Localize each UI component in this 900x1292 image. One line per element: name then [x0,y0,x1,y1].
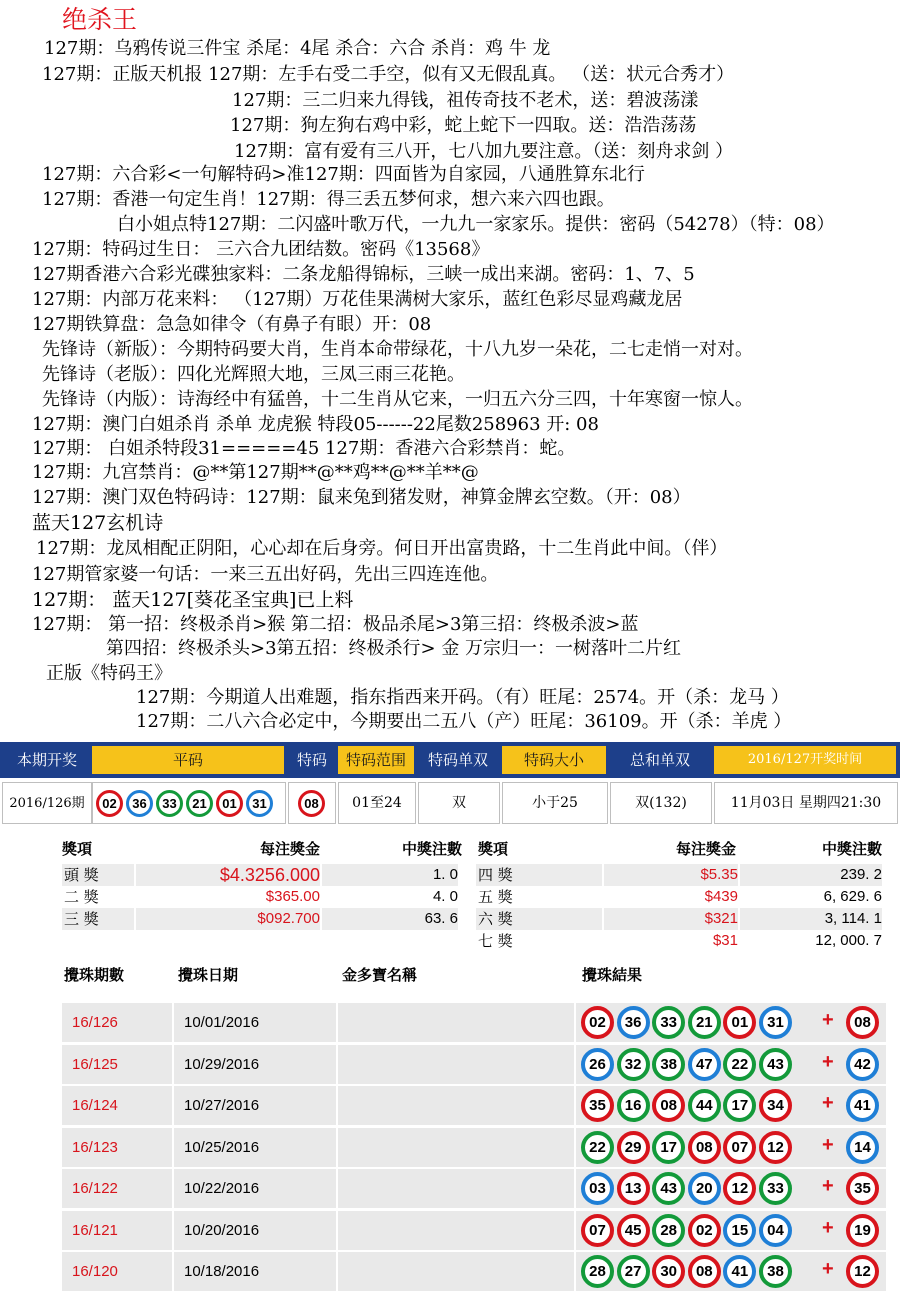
column-divider [574,1128,576,1167]
draw-value-cell [418,782,500,824]
draw-header-cell: 特码单双 [418,746,498,774]
prize-name: 四 獎 [476,864,602,886]
lottery-ball: 08 [688,1131,721,1164]
lottery-ball: 41 [846,1089,879,1122]
draw-value-cell [2,782,92,824]
text-line: 127期：六合彩<一句解特码>准127期：四面皆为自家园，八通胜算东北行 [42,164,645,185]
lottery-ball: 47 [688,1048,721,1081]
text-line: 127期：龙凤相配正阴阳，心心却在后身旁。何日开出富贵路，十二生肖此中间。（伴） [36,538,728,559]
prize-cell: 每注獎金 [259,840,320,858]
history-period: 16/122 [72,1180,118,1197]
lottery-ball: 12 [759,1131,792,1164]
lottery-ball: 38 [652,1048,685,1081]
history-period: 16/121 [72,1221,118,1239]
lottery-ball: 27 [617,1255,650,1288]
prize-cell: 63. 6 [322,908,458,930]
lottery-ball: 17 [652,1131,685,1164]
history-date: 10/25/2016 [184,1138,260,1156]
text-line: 127期：今期道人出难题，指东指西来开码。（有）旺尾：2574。开（杀：龙马 ） [136,687,789,708]
column-divider [336,1169,338,1208]
plus-sign: + [822,1216,834,1239]
draw-value-text: 双(132) [635,795,687,811]
lottery-ball: 44 [688,1089,721,1122]
prize-cell: 每注獎金 [675,840,736,858]
draw-header-cell: 平码 [92,746,284,774]
lottery-ball: 26 [581,1048,614,1081]
lottery-ball: 36 [617,1006,650,1039]
column-divider [172,1169,174,1208]
lottery-ball: 35 [581,1089,614,1122]
prize-cell: 6, 629. 6 [823,888,882,905]
draw-header-cell: 特码 [288,746,336,774]
lottery-ball: 45 [617,1214,650,1247]
plus-sign: + [822,1092,834,1114]
lottery-ball: 13 [617,1172,650,1205]
prize-cell: $365.00 [265,888,320,905]
lottery-ball: 21 [186,790,213,817]
lottery-ball: 01 [723,1006,756,1039]
draw-header-cell: 特码大小 [502,746,606,774]
lottery-ball: 34 [759,1089,792,1122]
history-date: 10/01/2016 [184,1014,260,1031]
column-divider [574,1086,576,1125]
text-line: 127期：狗左狗右鸡中彩，蛇上蛇下一四取。送：浩浩荡荡 [230,115,697,136]
prize-cell: $31 [712,932,738,949]
lottery-ball: 08 [846,1006,879,1039]
draw-value-text: 双 [452,795,466,811]
text-line: 127期： 蓝天127[葵花圣宝典]已上料 [32,589,354,611]
column-divider [574,1003,576,1042]
column-divider [336,1252,338,1291]
lottery-ball: 33 [156,790,183,817]
lottery-ball: 07 [581,1214,614,1247]
lottery-ball: 31 [759,1006,792,1039]
plus-sign: + [822,1133,834,1156]
lottery-ball: 28 [652,1214,685,1247]
draw-value-text: 01至24 [352,795,402,811]
draw-value-cell [502,782,608,824]
text-line: 127期：澳门双色特码诗：127期：鼠来兔到猪发财，神算金牌玄空数。（开：08） [32,487,691,508]
history-header: 攪珠結果 [582,966,643,984]
prize-cell: 12, 000. 7 [815,932,882,949]
lottery-ball: 28 [581,1255,614,1288]
text-line: 127期香港六合彩光碟独家料：二条龙船得锦标，三峡一成出来湖。密码：1、7、5 [32,264,695,285]
lottery-ball: 22 [581,1131,614,1164]
plus-sign: + [822,1175,834,1197]
prize-name: 七 獎 [478,932,513,950]
prize-cell: 3, 114. 1 [740,908,882,930]
prize-cell: 中獎注數 [401,840,462,858]
lottery-ball: 08 [688,1255,721,1288]
history-period: 16/125 [72,1055,118,1073]
prize-cell: 獎項 [478,840,509,858]
text-line: 先锋诗（内版）：诗海经中有猛兽，十二生肖从它来，一归五六分三四，十年寒窗一惊人。 [42,389,753,410]
history-date: 10/20/2016 [184,1221,260,1239]
lottery-ball: 19 [846,1214,879,1247]
lottery-ball: 31 [246,790,273,817]
text-line: 127期： 白姐杀特段31=====45 127期：香港六合彩禁肖：蛇。 [32,438,576,459]
history-header: 攪珠日期 [178,966,239,984]
text-line: 127期：澳门白姐杀肖 杀单 龙虎猴 特段05------22尾数258963 开: 08 [32,414,599,435]
text-line: 127期：二八六合必定中，今期要出二五八（产）旺尾：36109。开（杀：羊虎 ） [136,711,792,732]
lottery-ball: 12 [846,1255,879,1288]
lottery-ball: 42 [846,1048,879,1081]
lottery-ball: 36 [126,790,153,817]
text-line: 127期：乌鸦传说三件宝 杀尾：4尾 杀合：六合 杀肖：鸡 牛 龙 [44,38,551,59]
lottery-ball: 07 [723,1131,756,1164]
lottery-ball: 29 [617,1131,650,1164]
text-line: 先锋诗（老版）：四化光辉照大地，三凤三雨三花艳。 [42,364,465,385]
prize-cell: $439 [704,888,738,905]
lottery-ball: 33 [759,1172,792,1205]
column-divider [574,1252,576,1291]
prize-cell: $5.35 [604,864,738,886]
column-divider [172,1086,174,1125]
history-period: 16/124 [72,1097,118,1114]
text-line: 127期：富有爱有三八开，七八加九要注意。（送：刻舟求剑 ） [234,141,734,162]
history-period: 16/126 [72,1014,118,1031]
column-divider [336,1086,338,1125]
history-header: 金多寶名稱 [342,966,418,984]
lottery-ball: 30 [652,1255,685,1288]
draw-value-text: 小于25 [532,795,578,811]
column-divider [172,1211,174,1250]
prize-name: 六 獎 [476,908,602,930]
lottery-ball: 22 [723,1048,756,1081]
text-line: 白小姐点特127期：二闪盛叶歌万代，一九九一家家乐。提供：密码（54278）（特：08） [117,214,835,235]
lottery-ball: 08 [652,1089,685,1122]
lottery-ball: 17 [723,1089,756,1122]
lottery-ball: 02 [688,1214,721,1247]
prize-name: 頭 獎 [62,864,134,886]
lottery-ball: 15 [723,1214,756,1247]
history-date: 10/27/2016 [184,1097,260,1114]
lottery-ball: 32 [617,1048,650,1081]
lottery-ball: 33 [652,1006,685,1039]
draw-header-cell: 2016/127开奖时间 [714,746,896,774]
plus-sign: + [822,1009,834,1031]
column-divider [336,1045,338,1084]
lottery-ball: 20 [688,1172,721,1205]
plus-sign: + [822,1050,834,1073]
history-date: 10/22/2016 [184,1180,260,1197]
history-period: 16/123 [72,1138,118,1156]
plus-sign: + [822,1258,834,1280]
text-line: 127期：九宫禁肖：@**第127期**@**鸡**@**羊**@ [32,462,479,483]
draw-value-cell [610,782,712,824]
prize-cell: 1. 0 [322,864,458,886]
column-divider [336,1211,338,1250]
prize-cell: 獎項 [62,840,93,858]
lottery-ball: 02 [581,1006,614,1039]
prize-cell: 4. 0 [432,888,458,905]
text-line: 127期： 第一招：终极杀肖>猴 第二招：极品杀尾>3第三招：终极杀波>蓝 [32,614,639,635]
lottery-ball: 41 [723,1255,756,1288]
text-line: 127期：内部万花来料： （127期）万花佳果满树大家乐，蓝红色彩尽显鸡藏龙居 [32,289,683,310]
lottery-ball: 12 [723,1172,756,1205]
history-header: 攪珠期數 [64,966,125,984]
column-divider [336,1003,338,1042]
text-line: 127期铁算盘：急急如律令（有鼻子有眼）开：08 [32,314,432,335]
column-divider [574,1211,576,1250]
column-divider [172,1003,174,1042]
prize-cell: 中獎注數 [821,840,882,858]
column-divider [574,1045,576,1084]
lottery-ball: 21 [688,1006,721,1039]
draw-header-cell: 特码范围 [338,746,414,774]
text-line: 127期：正版天机报 127期：左手右受二手空，似有又无假乱真。 （送：状元合秀才） [42,64,735,85]
prize-name: 五 獎 [478,888,513,906]
lottery-ball: 08 [298,790,325,817]
lottery-ball: 03 [581,1172,614,1205]
prize-name: 三 獎 [62,908,134,930]
history-date: 10/29/2016 [184,1055,260,1073]
lottery-ball: 02 [96,790,123,817]
text-line: 正版《特码王》 [46,663,172,684]
page-title: 绝杀王 [62,5,138,34]
prize-name: 二 獎 [64,888,99,906]
draw-value-text: 2016/126期 [9,796,85,811]
prize-cell: 239. 2 [740,864,882,886]
lottery-ball: 43 [652,1172,685,1205]
text-line: 第四招：终极杀头>3第五招：终极杀行> 金 万宗归一：一树落叶二片红 [106,638,682,659]
draw-value-cell [714,782,898,824]
text-line: 127期：三二归来九得钱，祖传奇技不老术，送：碧波荡漾 [232,90,699,111]
text-line: 127期：特码过生日： 三六合九团结数。密码《13568》 [32,239,490,260]
draw-value-text: 11月03日 星期四21:30 [730,795,882,811]
text-line: 127期管家婆一句话：一来三五出好码，先出三四连连他。 [32,564,499,585]
draw-header-cell: 本期开奖 [6,746,88,774]
prize-cell: $4.3256.000 [136,864,320,886]
column-divider [172,1045,174,1084]
column-divider [172,1128,174,1167]
lottery-ball: 16 [617,1089,650,1122]
prize-cell: $321 [604,908,738,930]
draw-header-cell: 总和单双 [610,746,710,774]
column-divider [172,1252,174,1291]
column-divider [574,1169,576,1208]
lottery-ball: 38 [759,1255,792,1288]
lottery-ball: 43 [759,1048,792,1081]
column-divider [336,1128,338,1167]
lottery-ball: 01 [216,790,243,817]
text-line: 先锋诗（新版）：今期特码要大肖，生肖本命带绿花，十八九岁一朵花，二七走悄一对对。 [42,339,753,360]
text-line: 127期：香港一句定生肖！127期：得三丢五梦何求，想六来六四也跟。 [42,189,615,210]
draw-value-cell [338,782,416,824]
lottery-ball: 04 [759,1214,792,1247]
history-date: 10/18/2016 [184,1263,260,1280]
lottery-ball: 35 [846,1172,879,1205]
text-line: 蓝天127玄机诗 [32,512,164,534]
lottery-ball: 14 [846,1131,879,1164]
prize-cell: $092.700 [136,908,320,930]
history-period: 16/120 [72,1263,118,1280]
